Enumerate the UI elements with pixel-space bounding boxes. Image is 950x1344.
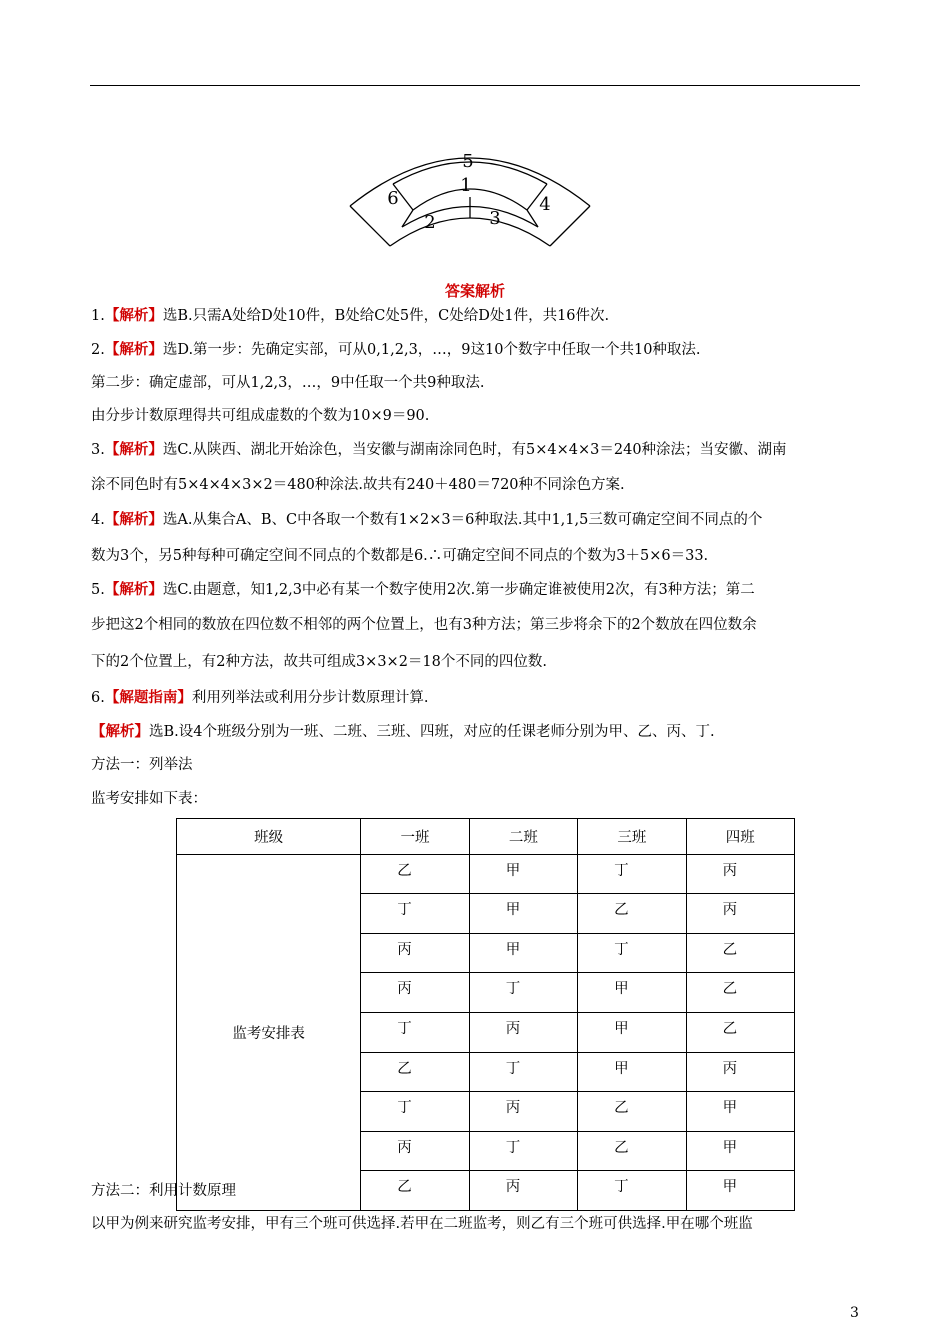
table-cell: 乙 (361, 1171, 469, 1211)
schedule-table (176, 818, 795, 1211)
table-cell: 丙 (469, 1012, 577, 1052)
table-header: 三班 (578, 819, 686, 855)
table-cell: 甲 (686, 1092, 794, 1132)
answer-2-line-2: 第二步：确定虚部，可从1,2,3，…，9中任取一个共9种取法. (91, 375, 485, 391)
table-cell: 甲 (686, 1131, 794, 1171)
table-cell: 丁 (469, 1131, 577, 1171)
answer-5-line-3: 下的2个位置上，有2种方法，故共可组成3×3×2＝18个不同的四位数. (91, 654, 547, 670)
table-cell: 丙 (469, 1092, 577, 1132)
answer-text: 选B.设4个班级分别为一班、二班、三班、四班，对应的任课老师分别为甲、乙、丙、丁. (149, 724, 715, 740)
table-cell: 丁 (361, 1012, 469, 1052)
table-header-row (177, 819, 795, 855)
answer-6 (91, 688, 428, 708)
answer-num: 2. (91, 342, 105, 358)
region-label-5: 5 (462, 151, 474, 172)
table-header: 班级 (177, 819, 361, 855)
table-cell: 乙 (686, 973, 794, 1013)
table-cell: 丁 (578, 1171, 686, 1211)
row-label: 监考安排表 (177, 854, 361, 1210)
answer-text: 选C.由题意，知1,2,3中必有某一个数字使用2次.第一步确定谁被使用2次，有3种方法；第二 (162, 582, 755, 598)
region-figure (345, 140, 595, 260)
answer-5-line-2: 步把这2个相同的数放在四位数不相邻的两个位置上，也有3种方法；第三步将余下的2个数放在四位数余 (91, 617, 757, 633)
region-label-3: 3 (489, 208, 501, 229)
table-cell: 甲 (686, 1171, 794, 1211)
method-2-text: 以甲为例来研究监考安排，甲有三个班可供选择.若甲在二班监考，则乙有三个班可供选择.甲在哪个班监 (91, 1216, 753, 1232)
analysis-tag: 【解析】 (104, 342, 163, 358)
right-edge (550, 206, 590, 246)
section-title: 答案解析 (444, 282, 505, 300)
answer-text: 选B.只需A处给D处10件，B处给C处5件，C处给D处1件，共16件次. (162, 308, 610, 324)
table-cell: 甲 (578, 1052, 686, 1092)
method-1-intro: 监考安排如下表： (91, 791, 207, 807)
table-cell: 丙 (686, 894, 794, 934)
region-label-1: 1 (460, 175, 472, 196)
table-cell: 丙 (686, 1052, 794, 1092)
table-cell: 乙 (578, 894, 686, 934)
analysis-tag: 【解析】 (91, 724, 149, 740)
answer-3-line-2: 涂不同色时有5×4×4×3×2＝480种涂法.故共有240＋480＝720种不同涂色方案. (91, 477, 625, 493)
region-label-4: 4 (539, 194, 551, 215)
answer-num: 1. (91, 308, 105, 324)
answer-1 (91, 306, 609, 326)
table-cell: 乙 (578, 1131, 686, 1171)
table-cell: 乙 (361, 1052, 469, 1092)
answer-5 (91, 580, 755, 600)
inner-arc (390, 218, 550, 246)
answer-num: 4. (91, 512, 105, 528)
answer-text: 利用列举法或利用分步计数原理计算. (191, 690, 429, 706)
answer-text: 选C.从陕西、湖北开始涂色，当安徽与湖南涂同色时，有5×4×4×3＝240种涂法；当安徽、湖南 (162, 442, 787, 458)
analysis-tag: 【解析】 (104, 512, 163, 528)
answer-text: 选A.从集合A、B、C中各取一个数有1×2×3＝6种取法.其中1,1,5三数可确定空间不同点的个 (162, 512, 763, 528)
region-label-2: 2 (424, 212, 436, 233)
table-cell: 丁 (361, 894, 469, 934)
table-cell: 甲 (469, 854, 577, 894)
method-2-title: 方法二：利用计数原理 (91, 1183, 236, 1199)
table-cell: 乙 (578, 1092, 686, 1132)
method-1-title: 方法一：列举法 (91, 757, 193, 773)
header-rule (90, 85, 860, 86)
table-header: 二班 (469, 819, 577, 855)
table-cell: 甲 (469, 894, 577, 934)
left-edge (350, 206, 390, 246)
table-cell: 丁 (469, 1052, 577, 1092)
table-cell: 甲 (578, 973, 686, 1013)
page-number: 3 (850, 1305, 859, 1321)
answer-3 (91, 440, 787, 460)
table-cell: 丁 (578, 933, 686, 973)
region-label-6: 6 (387, 188, 399, 209)
analysis-tag: 【解析】 (104, 442, 163, 458)
table-header: 一班 (361, 819, 469, 855)
table-row (177, 854, 795, 894)
table-cell: 丁 (578, 854, 686, 894)
table-cell: 丙 (469, 1171, 577, 1211)
answer-4 (91, 510, 762, 530)
table-cell: 乙 (686, 1012, 794, 1052)
table-cell: 丙 (361, 1131, 469, 1171)
table-header: 四班 (686, 819, 794, 855)
answer-4-line-2: 数为3个，另5种每种可确定空间不同点的个数都是6.∴可确定空间不同点的个数为3＋5×6＝33. (91, 548, 709, 564)
analysis-tag: 【解析】 (104, 582, 163, 598)
analysis-tag: 【解析】 (104, 308, 163, 324)
guide-tag: 【解题指南】 (104, 690, 192, 706)
table-cell: 丁 (361, 1092, 469, 1132)
table-cell: 乙 (361, 854, 469, 894)
table-cell: 甲 (578, 1012, 686, 1052)
answer-2-line-3: 由分步计数原理得共可组成虚数的个数为10×9＝90. (91, 408, 430, 424)
table-cell: 甲 (469, 933, 577, 973)
table-cell: 丁 (469, 973, 577, 1013)
table-cell: 丙 (361, 933, 469, 973)
table-cell: 丙 (361, 973, 469, 1013)
answer-text: 选D.第一步：先确定实部，可从0,1,2,3，…，9这10个数字中任取一个共10种取法. (162, 342, 701, 358)
answer-num: 5. (91, 582, 105, 598)
answer-num: 3. (91, 442, 105, 458)
table-cell: 丙 (686, 854, 794, 894)
answer-2 (91, 340, 701, 360)
answer-6-analysis (91, 722, 715, 742)
answer-num: 6. (91, 690, 105, 706)
table-cell: 乙 (686, 933, 794, 973)
